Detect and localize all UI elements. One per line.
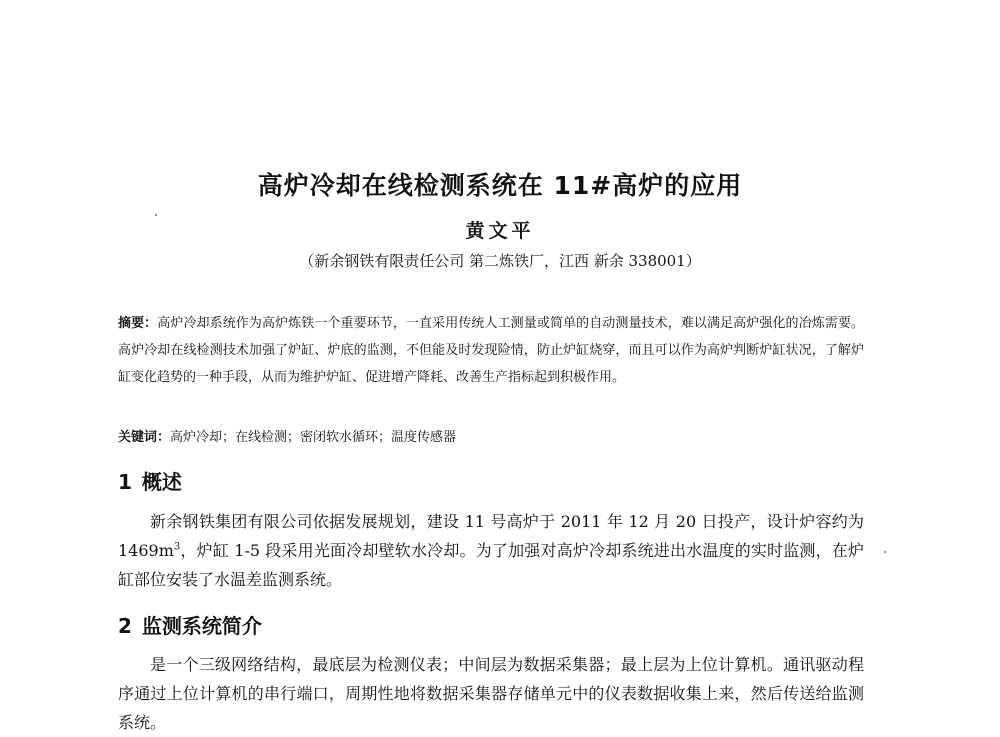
section-1-text-start: 新余钢铁集团有限公司依据发展规划，建设 11 号高炉于 2011 年 12 月 20 日投产，设计炉容约为 1469m bbox=[118, 512, 864, 560]
section-1-paragraph bbox=[118, 507, 864, 594]
section-2-paragraph: 是一个三级网络结构，最底层为检测仪表；中间层为数据采集器；最上层为上位计算机。通讯驱动程序通过上位计算机的串行端口，周期性地将数据采集器存储单元中的仪表数据收集上来，然后传送给监测系统。 bbox=[118, 655, 864, 732]
section-1-superscript: 3 bbox=[173, 541, 181, 553]
section-2-heading bbox=[118, 610, 262, 639]
section-1-heading bbox=[118, 466, 182, 495]
section-2-title: 监测系统简介 bbox=[141, 614, 262, 638]
scan-speck bbox=[884, 551, 886, 553]
author-affiliation: （新余钢铁有限责任公司 第二炼铁厂，江西 新余 338001） bbox=[299, 252, 701, 270]
section-1-text-end: ，炉缸 1-5 段采用光面冷却壁软水冷却。为了加强对高炉冷却系统进出水温度的实时监测，在炉缸部位安装了水温差监测系统。 bbox=[118, 541, 864, 589]
section-2-number: 2 bbox=[118, 614, 132, 638]
paper-title: 高炉冷却在线检测系统在 11#高炉的应用 bbox=[257, 171, 743, 200]
abstract-text: 高炉冷却系统作为高炉炼铁一个重要环节，一直采用传统人工测量或简单的自动测量技术，难以满足高炉强化的冶炼需要。高炉冷却在线检测技术加强了炉缸、炉底的监测，不但能及时发现险情，防止炉缸烧穿，而且可以作为高炉判断炉缸状况，了解炉缸变化趋势的一种手段，从而为维护炉缸、促进增产降耗、改善生产指标起到积极作用。 bbox=[118, 316, 864, 385]
scan-speck bbox=[155, 214, 157, 216]
section-1-number: 1 bbox=[118, 470, 132, 494]
section-1-title: 概述 bbox=[141, 470, 182, 494]
author-name: 黄文平 bbox=[465, 220, 535, 242]
keywords-text: 高炉冷却；在线检测；密闭软水循环；温度传感器 bbox=[170, 430, 457, 445]
abstract-label: 摘要： bbox=[118, 316, 158, 331]
abstract bbox=[118, 310, 864, 391]
keywords-label: 关键词： bbox=[118, 430, 171, 445]
keywords bbox=[118, 428, 864, 448]
